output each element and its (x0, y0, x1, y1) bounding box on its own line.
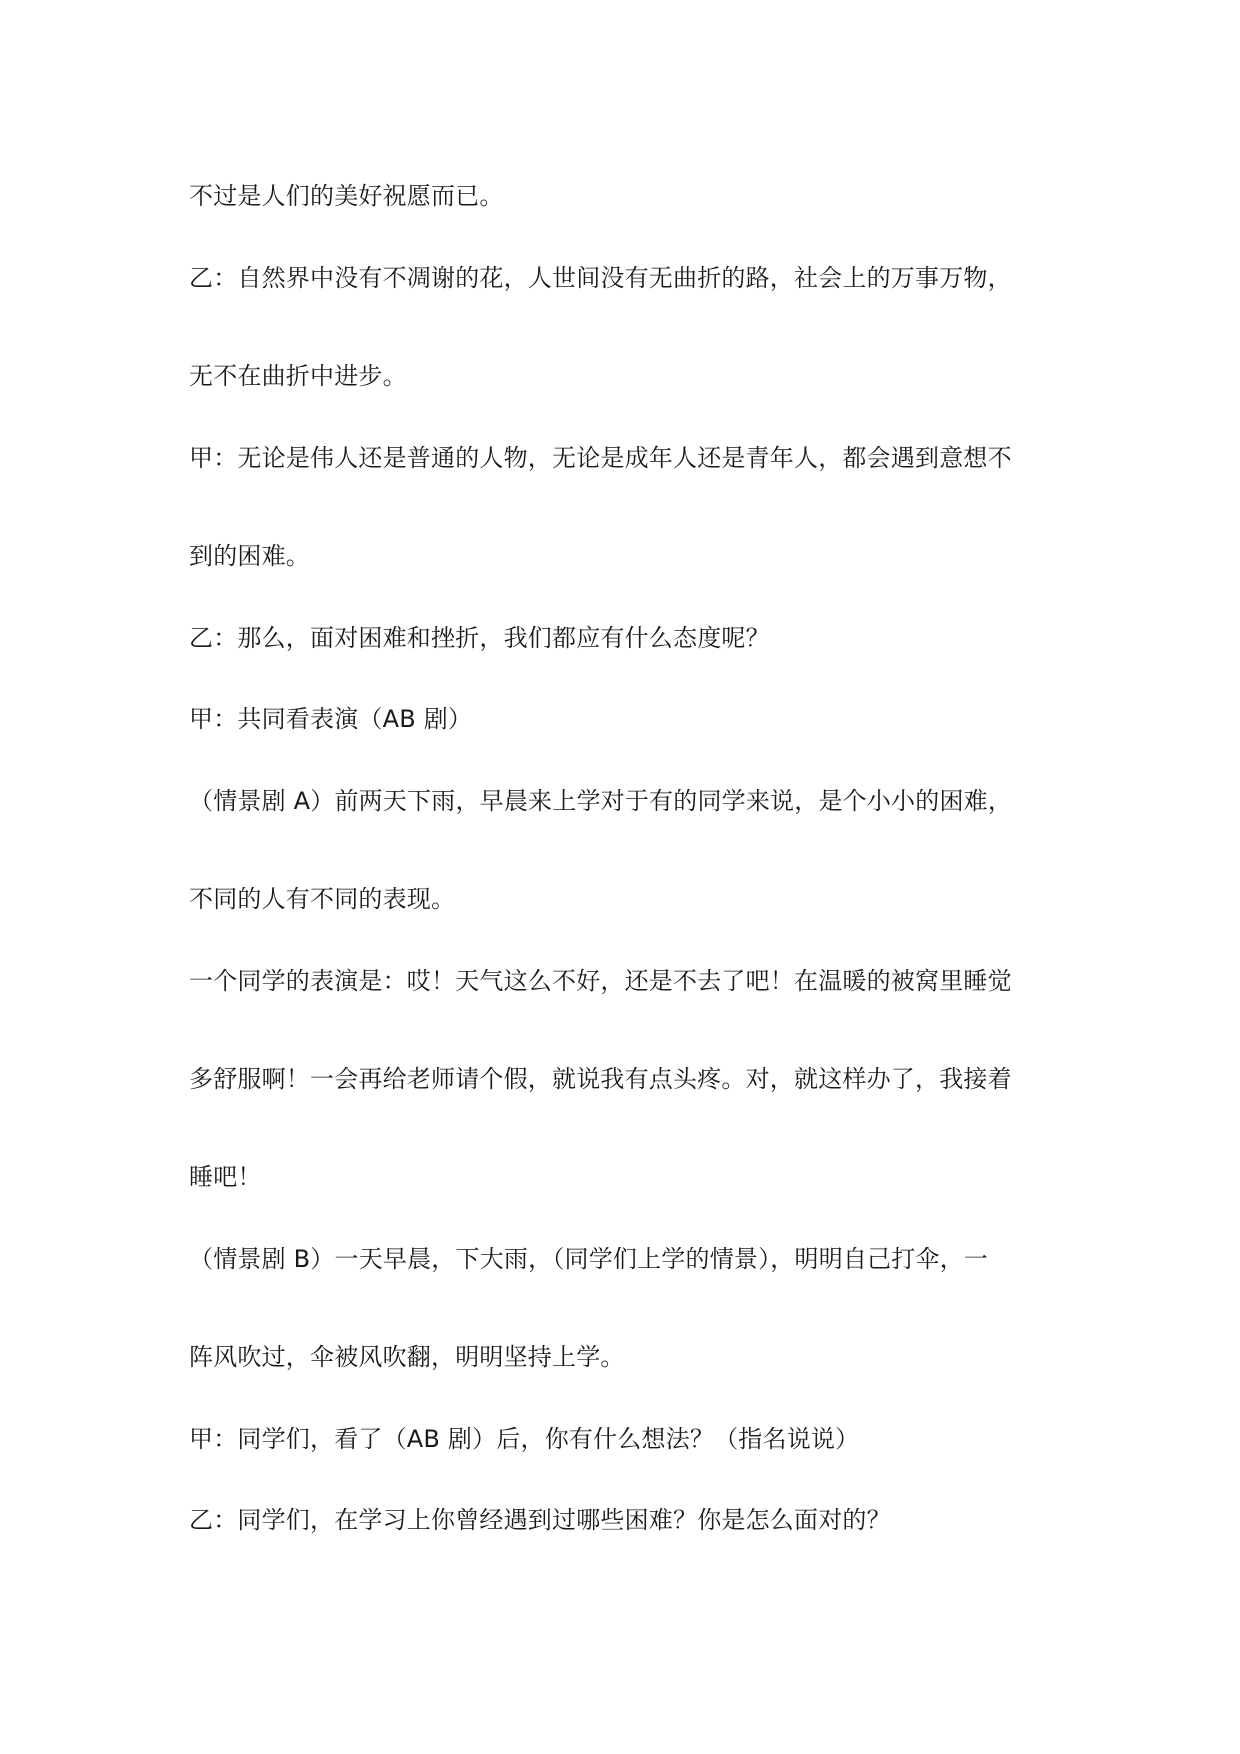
text-line: 甲：同学们，看了（AB 剧）后，你有什么想法？（指名说说） (189, 1425, 860, 1453)
text-line: 甲：无论是伟人还是普通的人物，无论是成年人还是青年人，都会遇到意想不 (189, 444, 1012, 472)
text-line: （情景剧 B）一天早晨，下大雨，（同学们上学的情景），明明自己打伞，一 (189, 1245, 989, 1273)
text-line: 到的困难。 (189, 542, 310, 570)
text-line: （情景剧 A）前两天下雨，早晨来上学对于有的同学来说，是个小小的困难， (189, 787, 1013, 815)
text-line: 一个同学的表演是：哎！天气这么不好，还是不去了吧！在温暖的被窝里睡觉 (189, 967, 1012, 995)
text-line: 阵风吹过，伞被风吹翻，明明坚持上学。 (189, 1343, 625, 1371)
text-line: 乙：同学们，在学习上你曾经遇到过哪些困难？你是怎么面对的？ (189, 1506, 891, 1534)
text-line: 无不在曲折中进步。 (189, 362, 407, 390)
text-line: 不过是人们的美好祝愿而已。 (189, 182, 504, 210)
text-line: 乙：那么，面对困难和挫折，我们都应有什么态度呢？ (189, 624, 770, 652)
text-line: 多舒服啊！一会再给老师请个假，就说我有点头疼。对，就这样办了，我接着 (189, 1065, 1012, 1093)
text-line: 不同的人有不同的表现。 (189, 885, 456, 913)
text-line: 甲：共同看表演（AB 剧） (189, 705, 473, 733)
text-line: 睡吧！ (189, 1163, 262, 1191)
text-line: 乙：自然界中没有不凋谢的花，人世间没有无曲折的路，社会上的万事万物， (189, 264, 1012, 292)
